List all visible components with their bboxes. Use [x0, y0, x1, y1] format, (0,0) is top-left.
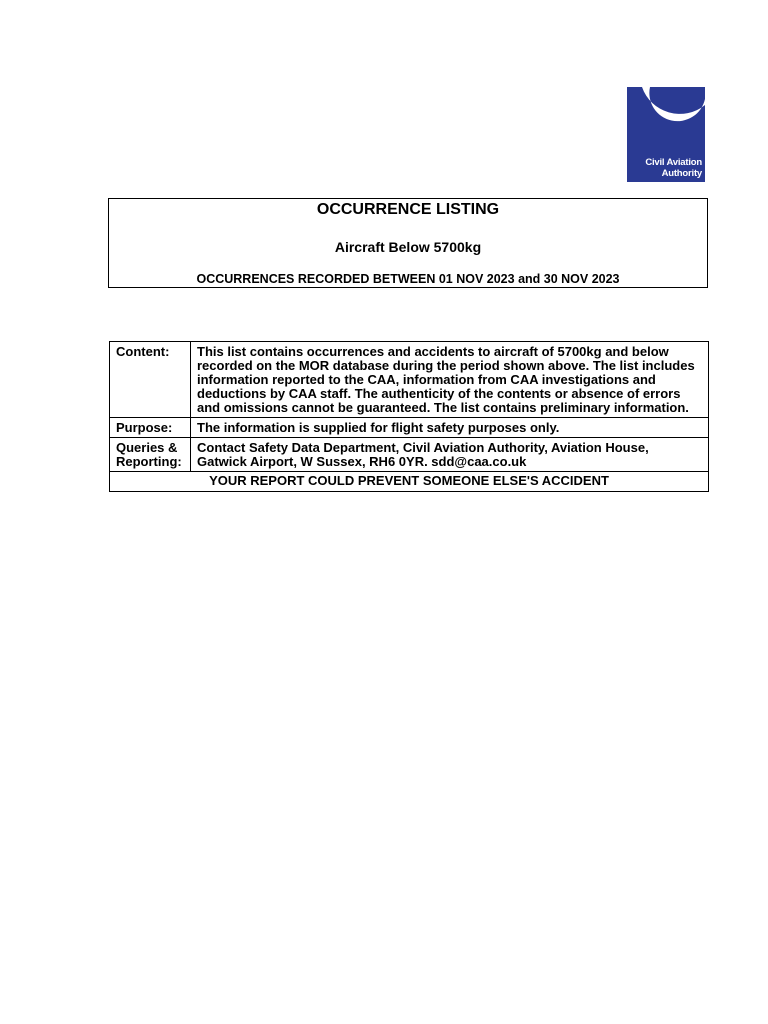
caa-logo — [627, 87, 705, 182]
purpose-text: The information is supplied for flight safety purposes only. — [191, 418, 709, 438]
safety-slogan: YOUR REPORT COULD PREVENT SOMEONE ELSE'S ACCIDENT — [110, 472, 709, 492]
document-subtitle: Aircraft Below 5700kg — [334, 239, 482, 255]
queries-text — [191, 438, 709, 472]
queries-label — [110, 438, 191, 472]
purpose-label: Purpose: — [110, 418, 191, 438]
info-row-slogan — [110, 472, 709, 492]
queries-label-line-1: Queries & — [116, 440, 178, 455]
info-table — [109, 341, 709, 492]
date-range: OCCURRENCES RECORDED BETWEEN 01 NOV 2023 and 30 NOV 2023 — [196, 272, 620, 286]
queries-text-line-1: Contact Safety Data Department, Civil Aviation Authority, Aviation House, — [197, 440, 649, 455]
info-row-content — [110, 342, 709, 418]
logo-line-2: Authority — [661, 168, 702, 179]
document-title: OCCURRENCE LISTING — [316, 201, 500, 218]
logo-line-1: Civil Aviation — [645, 157, 702, 168]
info-row-purpose — [110, 418, 709, 438]
content-text: This list contains occurrences and accidents to aircraft of 5700kg and below recorded on the MOR database during the period shown above. The list includes information reported to the CAA, information from CAA investigations and deductions by CAA staff. The authenticity of the contents or absence of errors and omissions cannot be guaranteed. The list contains preliminary information. — [191, 342, 709, 418]
info-row-queries — [110, 438, 709, 472]
content-label: Content: — [110, 342, 191, 418]
logo-text — [627, 157, 702, 179]
queries-text-line-2: Gatwick Airport, W Sussex, RH6 0YR. sdd@caa.co.uk — [197, 454, 527, 469]
queries-label-line-2: Reporting: — [116, 454, 182, 469]
header-box — [108, 198, 708, 288]
